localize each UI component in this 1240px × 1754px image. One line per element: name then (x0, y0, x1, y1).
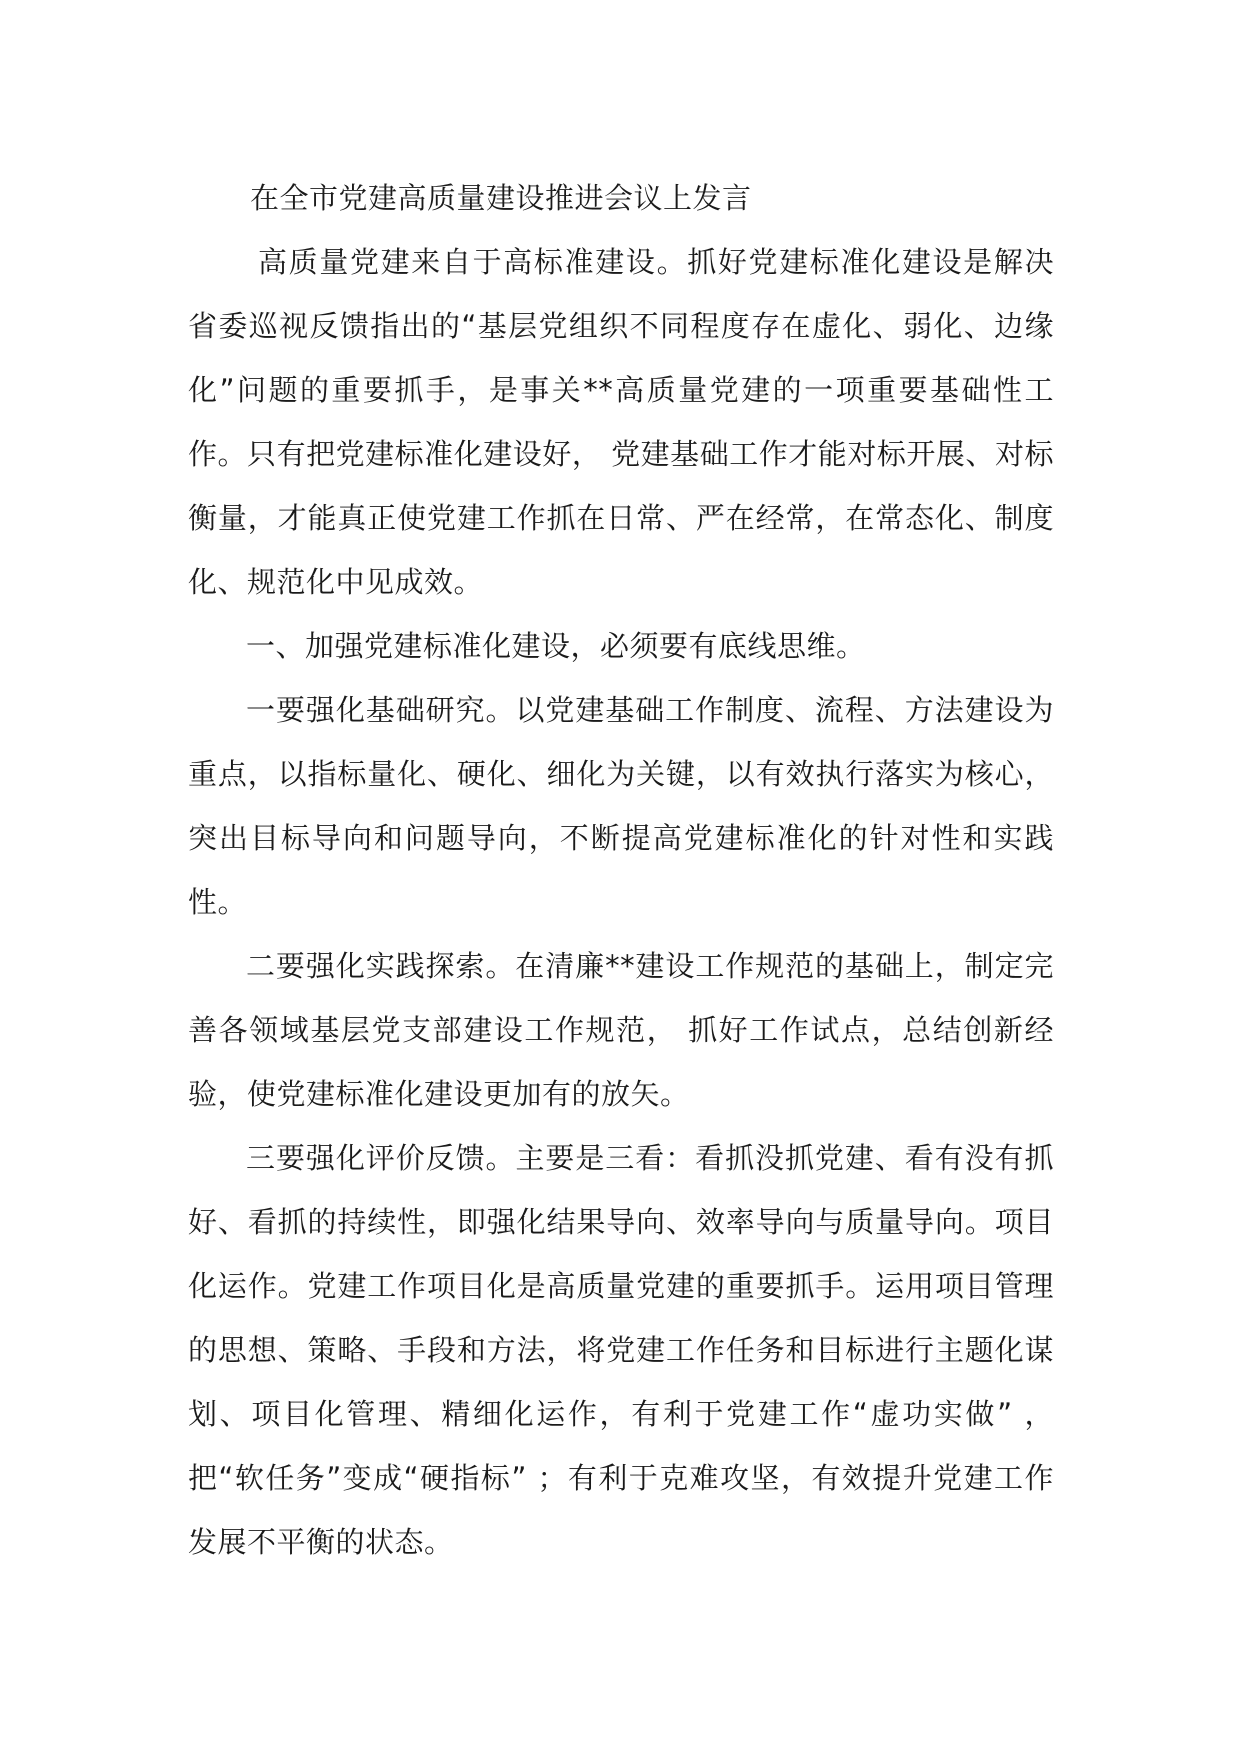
paragraph-basic-research: 一要强化基础研究。以党建基础工作制度、流程、方法建设为重点，以指标量化、硬化、细化为关键，以有效执行落实为核心，突出目标导向和问题导向，不断提高党建标准化的针对性和实践性。 (188, 693, 1054, 919)
paragraph-evaluation-feedback: 三要强化评价反馈。主要是三看：看抓没抓党建、看有没有抓好、看抓的持续性，即强化结果导向、效率导向与质量导向。项目化运作。党建工作项目化是高质量党建的重要抓手。运用项目管理的思想、策略、手段和方法，将党建工作任务和目标进行主题化谋划、项目化管理、精细化运作，有利于党建工作“虚功实做” ，把“软任务”变成“硬指标” ；有利于克难攻坚，有效提升党建工作发展不平衡的状态。 (188, 1141, 1054, 1559)
document-title: 在全市党建高质量建设推进会议上发言 (250, 181, 752, 215)
paragraph-intro: 高质量党建来自于高标准建设。抓好党建标准化建设是解决省委巡视反馈指出的“基层党组织不同程度存在虚化、弱化、边缘化”问题的重要抓手，是事关**高质量党建的一项重要基础性工作。只有把党建标准化建设好， 党建基础工作才能对标开展、对标衡量，才能真正使党建工作抓在日常、严在经常，在常态化、制度化、规范化中见成效。 (188, 245, 1054, 599)
paragraph-practice-exploration: 二要强化实践探索。在清廉**建设工作规范的基础上，制定完善各领域基层党支部建设工作规范， 抓好工作试点，总结创新经验，使党建标准化建设更加有的放矢。 (188, 949, 1054, 1111)
document-body (188, 166, 1054, 1574)
section-heading-1: 一、加强党建标准化建设，必须要有底线思维。 (246, 629, 866, 663)
